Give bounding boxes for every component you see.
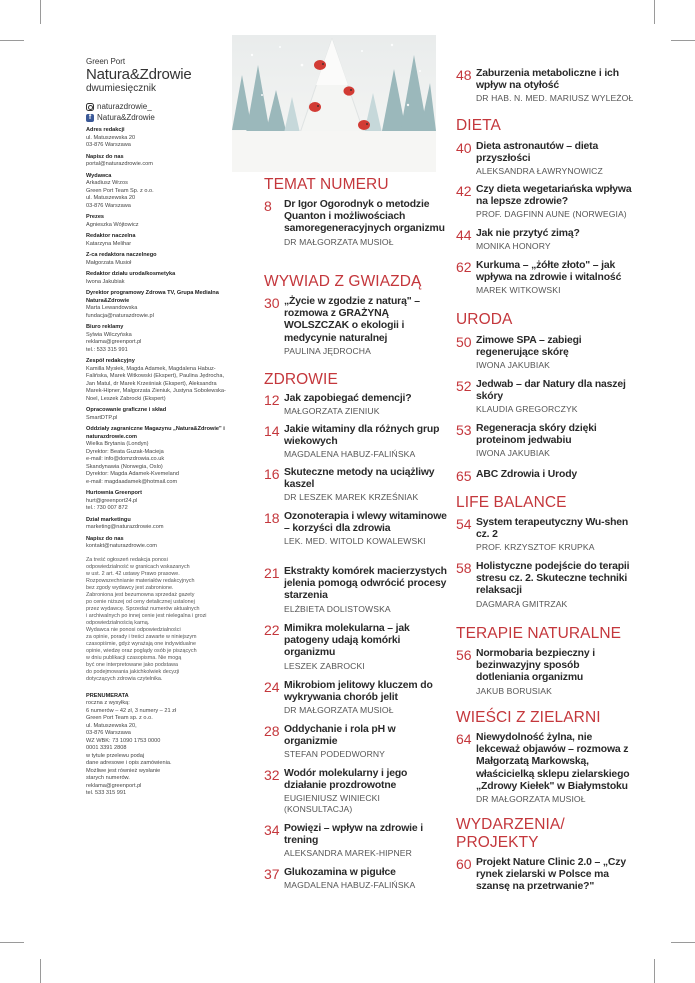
article-author: LEK. MED. WITOLD KOWALEWSKI (284, 536, 426, 547)
subscription-line: Możliwe jest również wysłanie (86, 767, 161, 774)
imprint-heading: Hurtownia Greenport (86, 490, 142, 496)
imprint-heading: Adres redakcji (86, 127, 125, 133)
imprint-line: Katarzyna Melihar (86, 240, 132, 247)
disclaimer-line: odpowiedzialnością karną. (86, 619, 150, 626)
imprint-line: portal@naturazdrowie.com (86, 161, 153, 167)
subscription-line: starych numerów. (86, 775, 130, 781)
article-title[interactable]: Regeneracja skóry dzięki proteinom jedwabiu (476, 423, 597, 447)
page-number: 34 (264, 822, 280, 838)
page-number: 56 (456, 647, 472, 663)
article-author: DR MAŁGORZATA MUSIOŁ (476, 794, 586, 805)
imprint-paragraph: Kamilla Mysłek, Magda Adamek, Magdalena Habuz-Falińska, Marek Witkowski (Ekspert), Paulina Jędrocha, Jan Matul, dr Marek Krześniak (Ekspert), Aleksandra Marek-Hipner, Małgorzata Zieniuk, Justyna Sobolewska-Noel, Leszek Zabrocki (Ekspert) (86, 365, 226, 402)
magazine-title: Natura&Zdrowie (86, 66, 192, 83)
article-author: MAGDALENA HABUZ-FALIŃSKA (284, 880, 416, 891)
crop-mark (40, 0, 41, 24)
subscription-block (86, 693, 226, 798)
page-number: 65 (456, 468, 472, 484)
page-number: 18 (264, 510, 280, 526)
imprint-line: Marta Lewandowska (86, 305, 138, 311)
subscription-heading: PRENUMERATA (86, 692, 129, 699)
facebook-handle: Natura&Zdrowie (97, 113, 155, 122)
article-title[interactable]: Powięzi – wpływ na zdrowie i trening (284, 823, 423, 847)
disclaimer-line: za opinie, porady i treści zawarte w niniejszym (86, 633, 197, 640)
imprint-line: Dyrektor: Magda Adamek-Kvemeland (86, 471, 179, 477)
imprint-heading: Z-ca redaktora naczelnego (86, 252, 157, 258)
disclaimer-line: odpowiedzialność w granicach wskazanych (86, 563, 190, 570)
imprint-block (86, 324, 226, 354)
imprint-line: Małgorzata Musioł (86, 259, 132, 266)
imprint-block (86, 407, 226, 422)
imprint-line: reklama@greenport.pl (86, 339, 142, 345)
section-heading: LIFE BALANCE (456, 494, 567, 511)
page-number: 54 (456, 516, 472, 532)
article-author: ELŻBIETA DOLISTOWSKA (284, 603, 391, 614)
subscription-line: 03-876 Warszawa (86, 730, 131, 736)
article-title[interactable]: Normobaria bezpieczny i bezinwazyjny sposób dotleniania organizmu (476, 648, 595, 684)
article-title[interactable]: Holistyczne podejście do terapii stresu cz. 2. Skuteczne techniki relaksacji (476, 561, 630, 597)
imprint-line: marketing@naturazdrowie.com (86, 524, 164, 530)
imprint-line: 03-876 Warszawa (86, 142, 131, 148)
imprint-block (86, 517, 226, 532)
disclaimer-line: Wydawca nie ponosi odpowiedzialności (86, 626, 181, 633)
imprint-heading: Napisz do nas (86, 535, 124, 542)
article-title[interactable]: ABC Zdrowia i Urody (476, 469, 578, 480)
page-number: 16 (264, 466, 280, 482)
disclaimer-line: w dniu publikacji czasopisma. Nie mogą (86, 654, 182, 661)
article-title[interactable]: Jedwab – dar Natury dla naszej skóry (476, 379, 626, 403)
imprint-heading: Redaktor naczelna (86, 233, 136, 239)
toc-right-column (456, 0, 634, 983)
disclaimer-line: być one interpretowane jako podstawa (86, 661, 178, 668)
imprint-line: tel.: 730 007 872 (86, 505, 128, 511)
page-number: 21 (264, 565, 280, 581)
imprint-list (86, 127, 226, 551)
section-heading: WYWIAD Z GWIAZDĄ (264, 273, 422, 290)
article-title[interactable]: System terapeutyczny Wu-shen cz. 2 (476, 517, 629, 541)
page-number: 58 (456, 560, 472, 576)
article-title[interactable]: Dr Igor Ogorodnyk o metodzie Quanton i możliwościach samoregeneracyjnych organizmu (284, 199, 445, 235)
imprint-line: tel.: 533 315 991 (86, 346, 128, 353)
imprint-column (86, 57, 226, 798)
disclaimer-line: czasopiśmie, gdyż wyrażają one indywidualne (86, 640, 196, 647)
imprint-block (86, 271, 226, 286)
subscription-line: ul. Matuszewska 20, (86, 722, 137, 729)
disclaimer-line: po cenie niższej od ceny detalicznej ustalonej (86, 598, 195, 605)
article-author: ALEKSANDRA MAREK-HIPNER (284, 848, 412, 859)
page-number: 22 (264, 622, 280, 638)
imprint-line: 03-876 Warszawa (86, 202, 131, 209)
imprint-line: Wielka Brytania (Londyn) (86, 441, 149, 447)
imprint-line: Sylwia Wilczyńska (86, 331, 132, 338)
instagram-handle: naturazdrowie_ (97, 102, 152, 111)
toc-entry[interactable] (456, 468, 634, 484)
imprint-block (86, 252, 226, 267)
section-heading: TEMAT NUMERU (264, 176, 389, 193)
imprint-heading: Dyrektor programowy Zdrowa TV, Grupa Medialna Natura&Zdrowie (86, 290, 219, 304)
disclaimer-line: Rozpowszechnianie materiałów redakcyjnych (86, 577, 195, 584)
page-number: 53 (456, 422, 472, 438)
toc-entry[interactable] (264, 511, 449, 547)
article-author: IWONA JAKUBIAK (476, 360, 550, 371)
article-title[interactable]: Niewydolność żylna, nie lekceważ objawów – rozmowa z Małgorzatą Markowską, właścicielką sklepu zielarskiego „Zdrowy Kiełek" w Białymstoku (476, 732, 630, 792)
disclaimer-line: dotyczących zdrowia czytelnika. (86, 675, 163, 682)
imprint-block (86, 214, 226, 229)
toc-entry[interactable] (264, 623, 449, 672)
article-title[interactable]: Jakie witaminy dla różnych grup wiekowych (284, 424, 440, 448)
facebook-link[interactable] (86, 112, 226, 123)
page-number: 12 (264, 392, 280, 408)
imprint-line: kontakt@naturazdrowie.com (86, 543, 157, 549)
imprint-heading: Dział marketingu (86, 516, 131, 523)
page-number: 37 (264, 866, 280, 882)
page-number: 64 (456, 731, 472, 747)
imprint-line: hurt@greenport24.pl (86, 497, 138, 504)
page-number: 30 (264, 295, 280, 311)
imprint-heading: Opracowanie graficzne i skład (86, 407, 167, 413)
page-number: 52 (456, 378, 472, 394)
page-number: 50 (456, 334, 472, 350)
page-number: 60 (456, 856, 472, 872)
imprint-block (86, 154, 226, 169)
subscription-line: roczna z wysyłką: (86, 700, 130, 706)
article-title[interactable]: Ekstrakty komórek macierzystych jelenia pomogą odwrócić procesy starzenia (284, 566, 447, 602)
article-title[interactable]: Wodór molekularny i jego działanie prozdrowotne (284, 768, 408, 792)
subscription-line: WZ WBK: 73 1090 1753 0000 (86, 737, 161, 744)
subscription-line: reklama@greenport.pl (86, 782, 142, 789)
subscription-line: 6 numerów – 42 zł, 3 numery – 21 zł (86, 707, 177, 714)
page-number: 48 (456, 67, 472, 83)
toc-entry[interactable] (456, 68, 634, 104)
page-number: 8 (264, 198, 272, 214)
imprint-line: Iwona Jakubiak (86, 278, 125, 285)
article-title[interactable]: Jak zapobiegać demencji? (284, 393, 412, 404)
page-number: 44 (456, 227, 472, 243)
toc-entry[interactable] (456, 517, 634, 553)
toc-middle-column (264, 0, 449, 983)
toc-entry[interactable] (456, 184, 634, 220)
toc-entry[interactable] (456, 561, 634, 610)
article-author: DR MAŁGORZATA MUSIOŁ (284, 236, 394, 247)
article-title[interactable]: Kurkuma – „żółte złoto" – jak wpływa na zdrowie i witalność (476, 260, 622, 284)
crop-mark (671, 942, 695, 943)
toc-entry[interactable] (456, 141, 634, 177)
toc-entry[interactable] (264, 199, 449, 248)
disclaimer-line: i archiwalnych po innej cenie jest nielegalna i grozi (86, 612, 207, 619)
article-title[interactable]: Dieta astronautów – dieta przyszłości (476, 141, 599, 165)
imprint-line: Green Port Team Sp. z o.o. (86, 187, 154, 194)
article-title[interactable]: Mikrobiom jelitowy kluczem do wykrywania chorób jelit (284, 680, 433, 704)
article-author: DAGMARA GMITRZAK (476, 598, 568, 609)
toc-entry[interactable] (264, 680, 449, 716)
toc-entry[interactable] (264, 424, 449, 460)
imprint-line: ul. Matuszewska 20 (86, 195, 136, 201)
section-heading: TERAPIE NATURALNE (456, 625, 622, 642)
imprint-line: Dyrektor: Beata Guzak-Macieja (86, 448, 164, 455)
subscription-line: Green Port Team sp. z o.o. (86, 715, 153, 721)
crop-mark (654, 0, 655, 24)
imprint-heading: Oddziały zagraniczne Magazynu „Natura&Zdrowie" i naturazdrowie.com (86, 426, 225, 440)
section-heading: DIETA (456, 117, 501, 134)
article-author: DR LESZEK MAREK KRZEŚNIAK (284, 492, 419, 503)
article-title[interactable]: Glukozamina w pigułce (284, 867, 396, 878)
imprint-heading: Biuro reklamy (86, 324, 124, 330)
disclaimer-line: bez zgody wydawcy jest zabronione. (86, 584, 174, 591)
article-author: DR MAŁGORZATA MUSIOŁ (284, 705, 394, 716)
page-number: 28 (264, 723, 280, 739)
imprint-block (86, 358, 226, 403)
page-number: 62 (456, 259, 472, 275)
article-author: ALEKSANDRA ŁAWRYNOWICZ (476, 166, 603, 177)
disclaimer-line: przez wydawcę. Sprzedaż numerów aktualnych (86, 605, 200, 612)
toc-entry[interactable] (456, 379, 634, 415)
article-title[interactable]: Zimowe SPA – zabiegi regenerujące skórę (476, 335, 582, 359)
toc-entry[interactable] (264, 823, 449, 859)
disclaimer-line: do podejmowania jakichkolwiek decyzji (86, 668, 180, 675)
imprint-line: e-mail: info@domzdrowia.co.uk (86, 456, 165, 462)
page-number: 32 (264, 767, 280, 783)
page-number: 42 (456, 183, 472, 199)
article-title[interactable]: Jak nie przytyć zimą? (476, 228, 580, 239)
legal-disclaimer (86, 557, 226, 683)
imprint-block (86, 127, 226, 150)
toc-entry[interactable] (456, 335, 634, 371)
imprint-heading: Redaktor działu uroda/kosmetyka (86, 271, 176, 277)
imprint-heading: Prezes (86, 214, 105, 220)
imprint-line: SmartDTP.pl (86, 414, 118, 421)
section-heading: ZDROWIE (264, 371, 338, 388)
instagram-link[interactable] (86, 101, 226, 112)
article-author: MAGDALENA HABUZ-FALIŃSKA (284, 449, 416, 460)
imprint-line: fundacja@naturazdrowie.pl (86, 312, 154, 319)
article-author: MAŁGORZATA ZIENIUK (284, 406, 380, 417)
toc-entry[interactable] (456, 260, 634, 296)
toc-entry[interactable] (264, 566, 449, 615)
toc-entry[interactable] (264, 296, 449, 357)
subscription-line: 0001 3391 2808 (86, 745, 127, 751)
article-title[interactable]: Czy dieta wegetariańska wpływa na lepsze zdrowie? (476, 184, 632, 208)
page-number: 40 (456, 140, 472, 156)
article-author: PAULINA JĘDROCHA (284, 345, 371, 356)
article-title[interactable]: Zaburzenia metaboliczne i ich wpływ na otyłość (476, 68, 619, 92)
disclaimer-line: Zabroniona jest bezumowna sprzedaż gazety (86, 591, 195, 598)
toc-entry[interactable] (456, 228, 634, 252)
crop-mark (671, 40, 695, 41)
subscription-line: w tytule przelewu podaj (86, 752, 145, 759)
subscription-line: dane adresowe i opis zamówienia. (86, 760, 172, 766)
publisher-name: Green Port (86, 57, 126, 66)
page-number: 14 (264, 423, 280, 439)
imprint-block (86, 173, 226, 211)
article-title[interactable]: Projekt Nature Clinic 2.0 – „Czy rynek zielarski w Polsce ma szansę na przetrwanie?" (476, 857, 626, 893)
article-author: LESZEK ZABROCKI (284, 660, 365, 671)
article-title[interactable]: Oddychanie i rola pH w organizmie (284, 724, 396, 748)
imprint-heading: Zespół redakcyjny (86, 358, 135, 364)
imprint-line: Agnieszka Wójtowicz (86, 221, 139, 228)
article-author: MAREK WITKOWSKI (476, 285, 561, 296)
article-author: IWONA JAKUBIAK (476, 448, 550, 459)
toc-entry[interactable] (456, 857, 634, 894)
article-author: MONIKA HONORY (476, 241, 551, 252)
imprint-block (86, 490, 226, 513)
toc-entry[interactable] (456, 732, 634, 805)
disclaimer-line: w ust. 2 art. 42 ustawy Prawo prasowe. (86, 570, 180, 577)
section-heading: WYDARZENIA/ PROJEKTY (456, 816, 565, 851)
crop-mark (0, 942, 24, 943)
instagram-icon (86, 103, 94, 111)
toc-entry[interactable] (264, 393, 449, 417)
crop-mark (0, 40, 24, 41)
imprint-block (86, 233, 226, 248)
crop-mark (40, 959, 41, 983)
imprint-line: ul. Matuszewska 20 (86, 134, 136, 141)
imprint-line: e-mail: magdaadamek@hotmail.com (86, 478, 178, 485)
article-author: DR HAB. N. MED. MARIUSZ WYLEŻOŁ (476, 93, 634, 104)
article-author: JAKUB BORUSIAK (476, 685, 552, 696)
section-heading: URODA (456, 311, 513, 328)
imprint-block (86, 290, 226, 320)
imprint-line: Skandynawia (Norwegia, Oslo) (86, 463, 163, 470)
article-author: PROF. DAGFINN AUNE (NORWEGIA) (476, 209, 627, 220)
imprint-heading: Wydawca (86, 172, 112, 179)
imprint-heading: Napisz do nas (86, 153, 124, 160)
article-title[interactable]: Skuteczne metody na uciążliwy kaszel (284, 467, 435, 491)
toc-entry[interactable] (264, 467, 449, 503)
disclaimer-line: opinie, wiedzę oraz poglądy osób je piszących (86, 647, 197, 654)
imprint-block (86, 536, 226, 551)
article-author: STEFAN PODEDWORNY (284, 749, 386, 760)
toc-entry[interactable] (264, 768, 449, 815)
section-heading: WIEŚCI Z ZIELARNI (456, 709, 601, 726)
article-title[interactable]: Mimikra molekularna – jak patogeny udają komórki organizmu (284, 623, 410, 659)
imprint-line: Arkadiusz Wrzos (86, 180, 128, 186)
article-title[interactable]: „Życie w zgodzie z naturą" – rozmowa z GRAŻYNĄ WOLSZCZAK o ekologii i medycynie naturalnej (284, 296, 420, 344)
toc-entry[interactable] (264, 724, 449, 760)
crop-mark (654, 959, 655, 983)
subscription-line: tel. 533 315 991 (86, 790, 127, 796)
page-number: 24 (264, 679, 280, 695)
magazine-frequency: dwumiesięcznik (86, 83, 157, 94)
article-author: EUGIENIUSZ WINIECKI (KONSULTACJA) (284, 793, 380, 815)
toc-entry[interactable] (456, 423, 634, 459)
facebook-icon: f (86, 114, 94, 122)
article-author: KLAUDIA GREGORCZYK (476, 404, 578, 415)
imprint-block (86, 426, 226, 486)
article-title[interactable]: Ozonoterapia i wlewy witaminowe – korzyści dla zdrowia (284, 511, 447, 535)
article-author: PROF. KRZYSZTOF KRUPKA (476, 542, 595, 553)
toc-entry[interactable] (456, 648, 634, 697)
toc-entry[interactable] (264, 867, 449, 891)
disclaimer-line: Za treść ogłoszeń redakcja ponosi (86, 556, 168, 563)
